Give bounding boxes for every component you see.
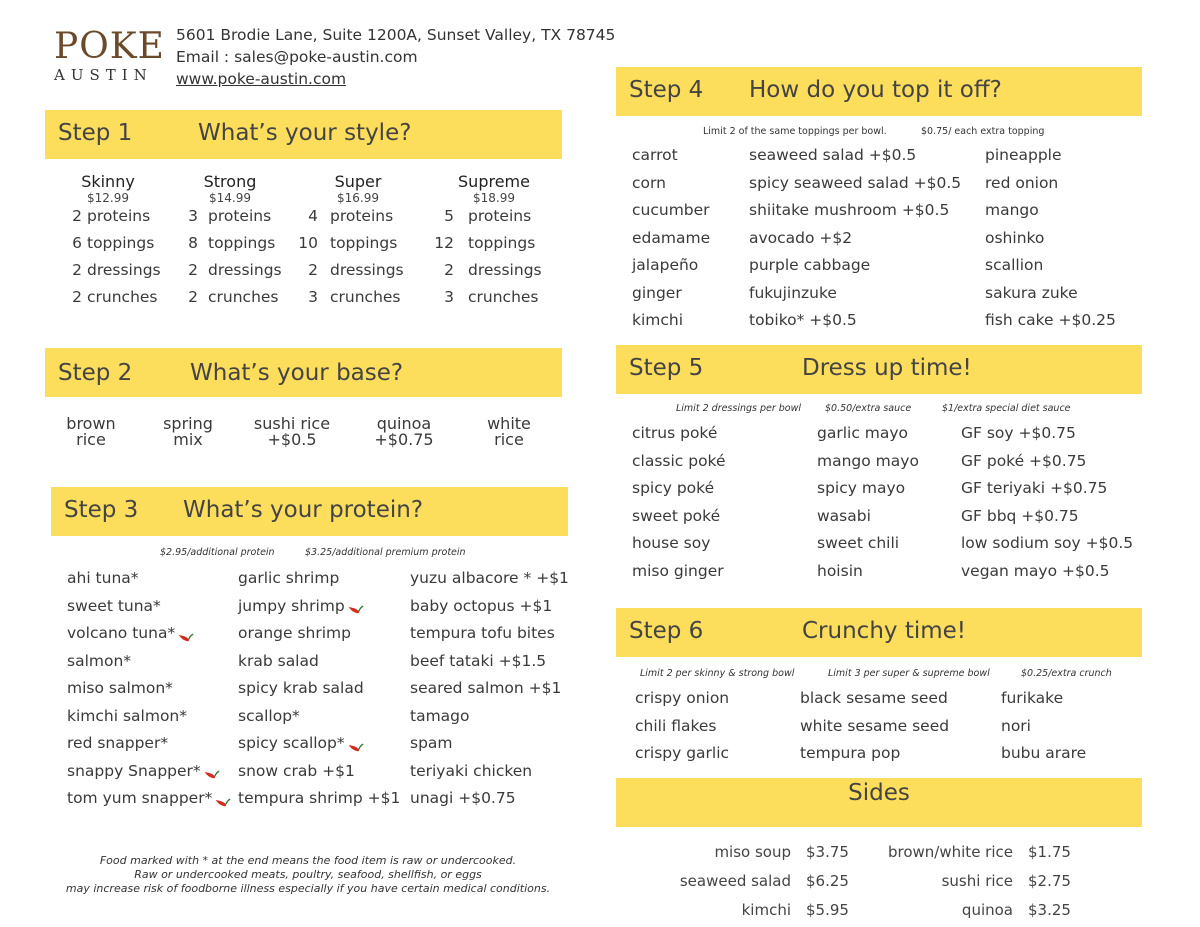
disclaimer-line-1: Food marked with * at the end means the food item is raw or undercooked.	[99, 854, 517, 867]
step1-label: Step 1	[58, 120, 133, 146]
style-item: toppings	[208, 234, 276, 252]
step5-question: Dress up time!	[802, 355, 972, 381]
base-option-line: quinoa	[376, 414, 432, 433]
base-option-line: +$0.5	[267, 430, 317, 449]
step3-question: What’s your protein?	[183, 497, 424, 523]
base-option-line: rice	[76, 430, 106, 449]
protein-item: tom yum snapper*	[67, 789, 230, 807]
protein-item: orange shrimp	[238, 624, 351, 642]
style-count: 10	[298, 234, 318, 252]
step6-label: Step 6	[629, 618, 704, 644]
topping-item: corn	[632, 173, 666, 192]
topping-item: kimchi	[632, 311, 684, 329]
protein-item: scallop*	[238, 706, 300, 725]
protein-item: snow crab +$1	[238, 761, 355, 780]
dressing-item: sweet chili	[817, 534, 900, 552]
base-option	[344, 416, 464, 448]
topping-item: seaweed salad +$0.5	[749, 146, 917, 164]
style-name: Supreme	[458, 172, 530, 191]
protein-item: tempura shrimp +$1	[238, 789, 401, 807]
dressing-item: vegan mayo +$0.5	[961, 561, 1110, 580]
style-item: proteins	[330, 207, 394, 225]
protein-item: sweet tuna*	[67, 596, 161, 615]
style-count: 2	[188, 288, 198, 306]
topping-item: jalapeño	[632, 256, 699, 274]
step6-note-small: Limit 2 per skinny & strong bowl	[640, 668, 795, 679]
topping-item: avocado +$2	[749, 228, 853, 247]
protein-item: salmon*	[67, 651, 132, 670]
topping-item: mango	[985, 201, 1039, 219]
side-name: brown/white rice	[888, 843, 1013, 861]
style-count: 3	[188, 207, 198, 225]
topping-item: ginger	[632, 283, 682, 302]
dressing-item: GF soy +$0.75	[961, 424, 1076, 442]
step6-note-extra: $0.25/extra crunch	[1021, 668, 1112, 679]
topping-item: purple cabbage	[749, 256, 871, 274]
topping-item: fish cake +$0.25	[985, 311, 1116, 329]
step2-question: What’s your base?	[190, 360, 404, 386]
dressing-item: GF poké +$0.75	[961, 451, 1087, 470]
step3-note-premium: $3.25/additional premium protein	[305, 547, 466, 558]
protein-item: snappy Snapper*	[67, 762, 219, 780]
chili-pepper-icon	[203, 766, 219, 776]
logo-subtitle: AUSTIN	[54, 66, 153, 84]
raw-food-disclaimer	[48, 854, 568, 896]
style-name: Strong	[203, 172, 257, 191]
topping-item: spicy seaweed salad +$0.5	[749, 173, 962, 192]
base-option-line: sushi rice	[253, 414, 331, 433]
chili-pepper-icon	[347, 739, 363, 749]
protein-item: seared salmon +$1	[410, 679, 562, 697]
topping-item: tobiko* +$0.5	[749, 311, 857, 329]
base-option-line: spring	[163, 414, 213, 433]
side-name: quinoa	[961, 901, 1013, 919]
step2-label: Step 2	[58, 360, 133, 386]
style-item: crunches	[468, 288, 539, 306]
side-price: $6.25	[806, 872, 849, 890]
topping-item: sakura zuke	[985, 283, 1078, 302]
style-count: 6	[72, 234, 82, 252]
base-option	[449, 416, 569, 448]
topping-item: cucumber	[632, 201, 710, 219]
topping-item: edamame	[632, 228, 711, 247]
topping-item: scallion	[985, 256, 1044, 274]
step3-note-additional: $2.95/additional protein	[160, 547, 275, 558]
protein-item: volcano tuna*	[67, 624, 193, 642]
side-name: seaweed salad	[679, 872, 791, 890]
step5-note-diet: $1/extra special diet sauce	[942, 403, 1071, 414]
chili-pepper-icon	[214, 794, 230, 804]
protein-item: spicy krab salad	[238, 679, 364, 697]
step4-label: Step 4	[629, 77, 704, 103]
style-name: Super	[334, 172, 382, 191]
protein-item: unagi +$0.75	[410, 789, 516, 807]
step5-note-limit: Limit 2 dressings per bowl	[676, 403, 802, 414]
style-price: $18.99	[473, 191, 515, 205]
crunch-item: crispy garlic	[635, 744, 730, 762]
base-option-line: mix	[173, 430, 203, 449]
chili-pepper-icon	[177, 629, 193, 639]
side-price: $3.75	[806, 843, 849, 861]
topping-item: fukujinzuke	[749, 283, 837, 302]
protein-item: krab salad	[238, 651, 319, 670]
chili-pepper-icon	[347, 601, 363, 611]
side-name: kimchi	[741, 901, 791, 919]
crunch-item: chili flakes	[635, 716, 717, 735]
style-price: $16.99	[337, 191, 379, 205]
protein-item: teriyaki chicken	[410, 761, 533, 780]
disclaimer-line-3: may increase risk of foodborne illness especially if you have certain medical conditions.	[65, 882, 551, 895]
step1-question: What’s your style?	[198, 120, 412, 146]
dressing-item: GF teriyaki +$0.75	[961, 479, 1108, 497]
dressing-item: citrus poké	[632, 424, 718, 442]
topping-item: red onion	[985, 173, 1059, 192]
topping-item: oshinko	[985, 228, 1045, 247]
step4-note-limit: Limit 2 of the same toppings per bowl.	[703, 126, 887, 137]
step3-label: Step 3	[64, 497, 139, 523]
protein-item: red snapper*	[67, 734, 169, 752]
side-price: $3.25	[1028, 901, 1071, 919]
style-count: 2	[308, 261, 318, 279]
style-count: 8	[188, 234, 198, 252]
dressing-item: spicy poké	[632, 479, 715, 497]
crunch-item: nori	[1001, 716, 1031, 735]
protein-item: ahi tuna*	[67, 569, 139, 587]
protein-item: spicy scallop*	[238, 734, 363, 752]
style-item: crunches	[330, 288, 401, 306]
style-price: $12.99	[87, 191, 129, 205]
style-count: 5	[444, 207, 454, 225]
style-item: toppings	[87, 234, 155, 252]
base-option	[128, 416, 248, 448]
dressing-item: mango mayo	[817, 451, 919, 470]
protein-item: jumpy shrimp	[238, 597, 363, 615]
protein-item: tempura tofu bites	[410, 624, 555, 642]
website-link[interactable]: www.poke-austin.com	[176, 70, 347, 88]
dressing-item: GF bbq +$0.75	[961, 506, 1079, 525]
dressing-item: miso ginger	[632, 561, 724, 580]
side-price: $1.75	[1028, 843, 1071, 861]
style-item: dressings	[330, 261, 404, 279]
topping-item: carrot	[632, 146, 678, 164]
protein-item: baby octopus +$1	[410, 596, 553, 615]
crunch-item: black sesame seed	[800, 689, 948, 707]
style-count: 2	[72, 261, 82, 279]
disclaimer-line-2: Raw or undercooked meats, poultry, seafood, shellfish, or eggs	[134, 868, 482, 881]
style-price: $14.99	[209, 191, 251, 205]
style-item: toppings	[468, 234, 536, 252]
base-option-line: brown	[66, 414, 116, 433]
topping-item: pineapple	[985, 146, 1062, 164]
topping-item: shiitake mushroom +$0.5	[749, 201, 950, 219]
address: 5601 Brodie Lane, Suite 1200A, Sunset Valley, TX 78745	[176, 26, 616, 44]
style-item: dressings	[208, 261, 282, 279]
style-count: 3	[444, 288, 454, 306]
dressing-item: wasabi	[817, 506, 871, 525]
style-name: Skinny	[81, 172, 135, 191]
style-count: 2	[72, 288, 82, 306]
protein-item: tamago	[410, 706, 470, 725]
crunch-item: tempura pop	[800, 744, 901, 762]
style-count: 4	[308, 207, 318, 225]
side-name: miso soup	[714, 843, 791, 861]
side-price: $2.75	[1028, 872, 1071, 890]
dressing-item: hoisin	[817, 561, 863, 580]
step6-question: Crunchy time!	[802, 618, 966, 644]
style-item: crunches	[208, 288, 279, 306]
style-item: proteins	[87, 207, 151, 225]
side-name: sushi rice	[941, 872, 1013, 890]
dressing-item: spicy mayo	[817, 479, 906, 497]
protein-item: kimchi salmon*	[67, 706, 187, 725]
base-option-line: rice	[494, 430, 524, 449]
base-option-line: white	[487, 414, 531, 433]
crunch-item: furikake	[1001, 689, 1064, 707]
logo	[52, 26, 165, 88]
crunch-item: bubu arare	[1001, 744, 1087, 762]
logo-wordmark: POKE	[54, 26, 165, 67]
crunch-item: white sesame seed	[800, 716, 950, 735]
style-item: proteins	[468, 207, 532, 225]
protein-item: garlic shrimp	[238, 569, 340, 587]
style-item: crunches	[87, 288, 158, 306]
step6-note-large: Limit 3 per super & supreme bowl	[828, 668, 990, 679]
protein-item: beef tataki +$1.5	[410, 651, 547, 670]
step5-note-extra: $0.50/extra sauce	[825, 403, 912, 414]
dressing-item: sweet poké	[632, 506, 721, 525]
protein-item: yuzu albacore * +$1	[410, 569, 569, 587]
style-item: dressings	[468, 261, 542, 279]
protein-item: miso salmon*	[67, 679, 173, 697]
dressing-item: low sodium soy +$0.5	[961, 534, 1134, 552]
style-item: dressings	[87, 261, 161, 279]
style-item: toppings	[330, 234, 398, 252]
dressing-item: garlic mayo	[817, 424, 909, 442]
dressing-item: house soy	[632, 534, 711, 552]
base-option-line: +$0.75	[374, 430, 434, 449]
base-option	[232, 416, 352, 448]
style-item: proteins	[208, 207, 272, 225]
step4-question: How do you top it off?	[749, 77, 1002, 103]
style-count: 2	[444, 261, 454, 279]
email[interactable]: Email : sales@poke-austin.com	[176, 48, 418, 66]
style-count: 2	[72, 207, 82, 225]
step5-label: Step 5	[629, 355, 704, 381]
side-price: $5.95	[806, 901, 849, 919]
dressing-item: classic poké	[632, 451, 726, 470]
style-count: 12	[434, 234, 454, 252]
style-count: 3	[308, 288, 318, 306]
sides-title: Sides	[848, 780, 910, 806]
crunch-item: crispy onion	[635, 689, 730, 707]
step4-note-extra: $0.75/ each extra topping	[921, 126, 1045, 137]
style-count: 2	[188, 261, 198, 279]
protein-item: spam	[410, 734, 453, 752]
